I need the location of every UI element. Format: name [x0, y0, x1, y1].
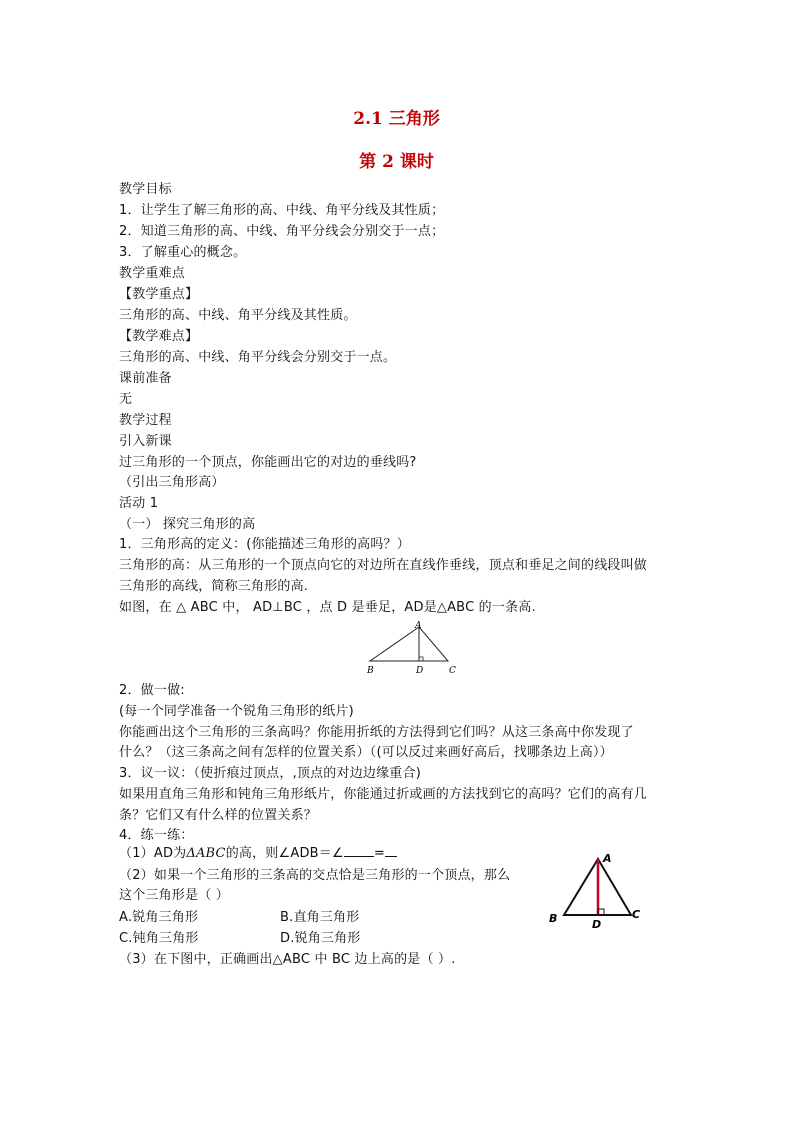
text-line: 如图，在 △ ABC 中， AD⊥BC ，点 D 是垂足，AD是△ABC 的一条高. — [119, 600, 536, 615]
text-line: 【教学重点】 — [119, 287, 199, 302]
text-line: 3．了解重心的概念。 — [119, 245, 247, 260]
text-line: 条？它们又有什么样的位置关系？ — [119, 808, 318, 823]
vertex-d-label: D — [592, 918, 602, 931]
page-title: 2.1 三角形 — [353, 109, 440, 129]
option-c: C.钝角三角形 — [119, 931, 199, 946]
text-line: 2．知道三角形的高、中线、角平分线会分别交于一点； — [119, 224, 445, 239]
text-line: 1．让学生了解三角形的高、中线、角平分线及其性质； — [119, 203, 445, 218]
vertex-a-label: A — [415, 621, 422, 631]
text-line: 过三角形的一个顶点，你能画出它的对边的垂线吗? — [119, 455, 417, 470]
vertex-d-label: D — [416, 666, 424, 676]
triangle-figure-2 — [545, 848, 650, 933]
text-line: 三角形的高：从三角形的一个顶点向它的对边所在直线作垂线，顶点和垂足之间的线段叫做 — [119, 558, 648, 573]
exercise-2-line-2: 这个三角形是（ ） — [119, 888, 229, 903]
text-line: 3．议一议：（使折痕过顶点，,顶点的对边边缘重合) — [119, 766, 421, 781]
vertex-c-label: C — [449, 666, 456, 676]
text-line: 三角形的高、中线、角平分线及其性质。 — [119, 308, 357, 323]
lesson-subtitle: 第 2 课时 — [359, 152, 434, 172]
text-line: 课前准备 — [119, 371, 172, 386]
text-line: 无 — [119, 392, 133, 407]
text-line: 如果用直角三角形和钝角三角形纸片，你能通过折或画的方法找到它的高吗？它们的高有几 — [119, 787, 648, 802]
exercise-1: （1）AD为ΔABC的高，则∠ADB＝∠ = — [119, 844, 397, 864]
text-line: 【教学难点】 — [119, 329, 199, 344]
exercise-2-line-1: （2）如果一个三角形的三条高的交点恰是三角形的一个顶点，那么 — [119, 868, 511, 883]
text-line: 你能画出这个三角形的三条高吗？你能用折纸的方法得到它们吗？从这三条高中你发现了 — [119, 725, 634, 740]
vertex-b-label: B — [549, 912, 558, 925]
text-line: 1．三角形高的定义：(你能描述三角形的高吗？） — [119, 537, 410, 552]
text-line: 什么？（这三条高之间有怎样的位置关系）（(可以反过来画好高后，找哪条边上高）） — [119, 745, 613, 760]
text-line: 活动 1 — [119, 496, 159, 511]
text-line: 三角形的高线，简称三角形的高. — [119, 579, 309, 594]
text-line: 2．做一做: — [119, 683, 185, 698]
text-line: （一） 探究三角形的高 — [119, 517, 256, 532]
text-line: (每一个同学准备一个锐角三角形的纸片) — [119, 704, 354, 719]
text-line: （引出三角形高） — [119, 475, 225, 490]
text-line: 教学目标 — [119, 182, 172, 197]
text-line: 教学重难点 — [119, 266, 186, 281]
text-line: 三角形的高、中线、角平分线会分别交于一点。 — [119, 350, 397, 365]
option-d: D.锐角三角形 — [280, 931, 361, 946]
text-line: 引入新课 — [119, 434, 172, 449]
vertex-b-label: B — [367, 666, 374, 676]
triangle-figure-1 — [360, 617, 470, 677]
vertex-c-label: C — [632, 908, 641, 921]
option-b: B.直角三角形 — [280, 910, 360, 925]
vertex-a-label: A — [603, 852, 612, 865]
text-line: 教学过程 — [119, 413, 172, 428]
option-a: A.锐角三角形 — [119, 910, 199, 925]
text-line: 4．练一练： — [119, 828, 194, 843]
exercise-3: （3）在下图中，正确画出△ABC 中 BC 边上高的是（ ）. — [119, 952, 456, 967]
